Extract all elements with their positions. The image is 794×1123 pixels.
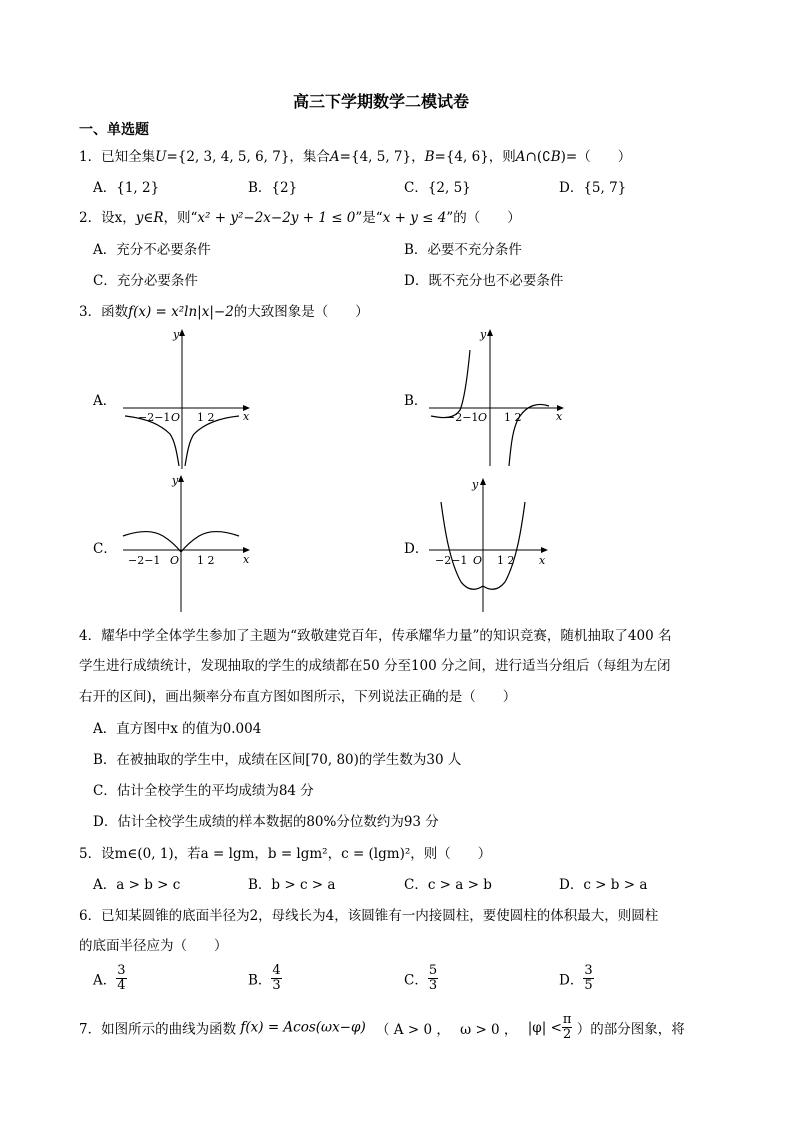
svg-text:−2−1: −2−1 bbox=[435, 554, 468, 567]
svg-text:x: x bbox=[243, 553, 250, 566]
question-4-line-3: 右开的区间)，画出频率分布直方图如图所示，下列说法正确的是（ ） bbox=[79, 689, 517, 705]
question-4-line-1: 4．耀华中学全体学生参加了主题为“致敬建党百年，传承耀华力量”的知识竞赛，随机抽取了400 名 bbox=[79, 628, 672, 644]
q2-option-c[interactable]: C．充分必要条件 bbox=[93, 273, 198, 289]
q3-option-b[interactable]: B． bbox=[404, 393, 428, 409]
svg-text:y: y bbox=[480, 328, 487, 341]
svg-text:O: O bbox=[171, 411, 181, 424]
axis-x-label: x bbox=[243, 410, 250, 423]
q3-graph-d bbox=[425, 472, 570, 614]
paper-title: 高三下学期数学二模试卷 bbox=[293, 92, 470, 111]
q5-option-c[interactable]: C．c > a > b bbox=[404, 877, 492, 893]
q6-option-a[interactable]: A． $\frac{3}{4}$ bbox=[93, 963, 126, 993]
q1-option-b[interactable]: B．{2} bbox=[248, 180, 298, 196]
question-4-line-2: 学生进行成绩统计，发现抽取的学生的成绩都在50 分至100 分之间，进行适当分组后（每组为左闭 bbox=[79, 658, 671, 674]
q3-graph-b bbox=[425, 326, 570, 471]
axis-y-label: y bbox=[173, 328, 180, 341]
q1-option-c[interactable]: C．{2, 5} bbox=[404, 180, 471, 196]
svg-text:x: x bbox=[539, 554, 546, 567]
question-2-stem: 2．设x，y∈R，则“x² + y²−2x−2y + 1 ≤ 0”是“x + y ≤ 4”的（ ） bbox=[79, 210, 521, 226]
svg-text:y: y bbox=[472, 478, 479, 491]
svg-text:−2−1: −2−1 bbox=[128, 554, 161, 567]
q3-option-c[interactable]: C． bbox=[93, 541, 117, 557]
question-1-stem: 1．已知全集U={2, 3, 4, 5, 6, 7}，集合A={4, 5, 7}，B={4, 6}，则A∩(∁B)=（ ） bbox=[79, 149, 632, 165]
question-6-line-2: 的底面半径应为（ ） bbox=[79, 938, 228, 954]
svg-text:1 2: 1 2 bbox=[504, 411, 522, 424]
q1-option-d[interactable]: D．{5, 7} bbox=[559, 180, 627, 196]
q1-option-a[interactable]: A．{1, 2} bbox=[93, 180, 160, 196]
question-5-stem: 5．设m∈(0, 1)，若a = lgm，b = lgm²，c = (lgm)²，则（ ） bbox=[79, 846, 492, 862]
q2-option-d[interactable]: D．既不充分也不必要条件 bbox=[404, 273, 564, 289]
svg-text:O: O bbox=[170, 554, 180, 567]
q5-option-b[interactable]: B．b > c > a bbox=[248, 877, 336, 893]
q6-option-d[interactable]: D． $\frac{3}{5}$ bbox=[559, 963, 593, 993]
svg-text:1 2: 1 2 bbox=[197, 554, 215, 567]
section-heading: 一、单选题 bbox=[79, 122, 149, 138]
q4-option-b[interactable]: B．在被抽取的学生中，成绩在区间[70, 80)的学生数为30 人 bbox=[93, 752, 462, 768]
svg-text:−2−1: −2−1 bbox=[446, 411, 479, 424]
q4-option-d[interactable]: D．估计全校学生成绩的样本数据的80%分位数约为93 分 bbox=[93, 814, 439, 830]
q4-option-a[interactable]: A．直方图中x 的值为0.004 bbox=[93, 721, 262, 737]
q4-option-c[interactable]: C．估计全校学生的平均成绩为84 分 bbox=[93, 783, 314, 799]
q6-option-c[interactable]: C． $\frac{5}{3}$ bbox=[404, 963, 438, 993]
q3-option-a[interactable]: A． bbox=[93, 393, 117, 409]
svg-text:O: O bbox=[478, 411, 488, 424]
svg-text:1 2: 1 2 bbox=[197, 411, 215, 424]
q3-graph-a bbox=[115, 326, 260, 471]
svg-text:x: x bbox=[556, 410, 563, 423]
svg-text:y: y bbox=[172, 474, 179, 487]
q3-option-d[interactable]: D． bbox=[404, 541, 429, 557]
q2-option-a[interactable]: A．充分不必要条件 bbox=[93, 242, 211, 258]
svg-text:1 2: 1 2 bbox=[497, 554, 515, 567]
question-3-stem: 3．函数f(x) = x²ln|x|−2的大致图象是（ ） bbox=[79, 304, 369, 320]
svg-text:−2−1: −2−1 bbox=[138, 411, 171, 424]
question-7-stem: 7．如图所示的曲线为函数 f(x) = Acos(ωx−φ) （ A > 0 ， ω > 0 ， |φ| < $\frac{\pi}{2}$ ）的部分图象，将 bbox=[79, 1012, 685, 1042]
q2-option-b[interactable]: B．必要不充分条件 bbox=[404, 242, 522, 258]
svg-text:O: O bbox=[473, 554, 483, 567]
q5-option-d[interactable]: D．c > b > a bbox=[559, 877, 648, 893]
question-6-line-1: 6．已知某圆锥的底面半径为2，母线长为4，该圆锥有一内接圆柱，要使圆柱的体积最大，则圆柱 bbox=[79, 908, 659, 924]
q3-graph-c bbox=[115, 472, 260, 614]
q5-option-a[interactable]: A．a > b > c bbox=[93, 877, 181, 893]
q6-option-b[interactable]: B． $\frac{4}{3}$ bbox=[248, 963, 281, 993]
